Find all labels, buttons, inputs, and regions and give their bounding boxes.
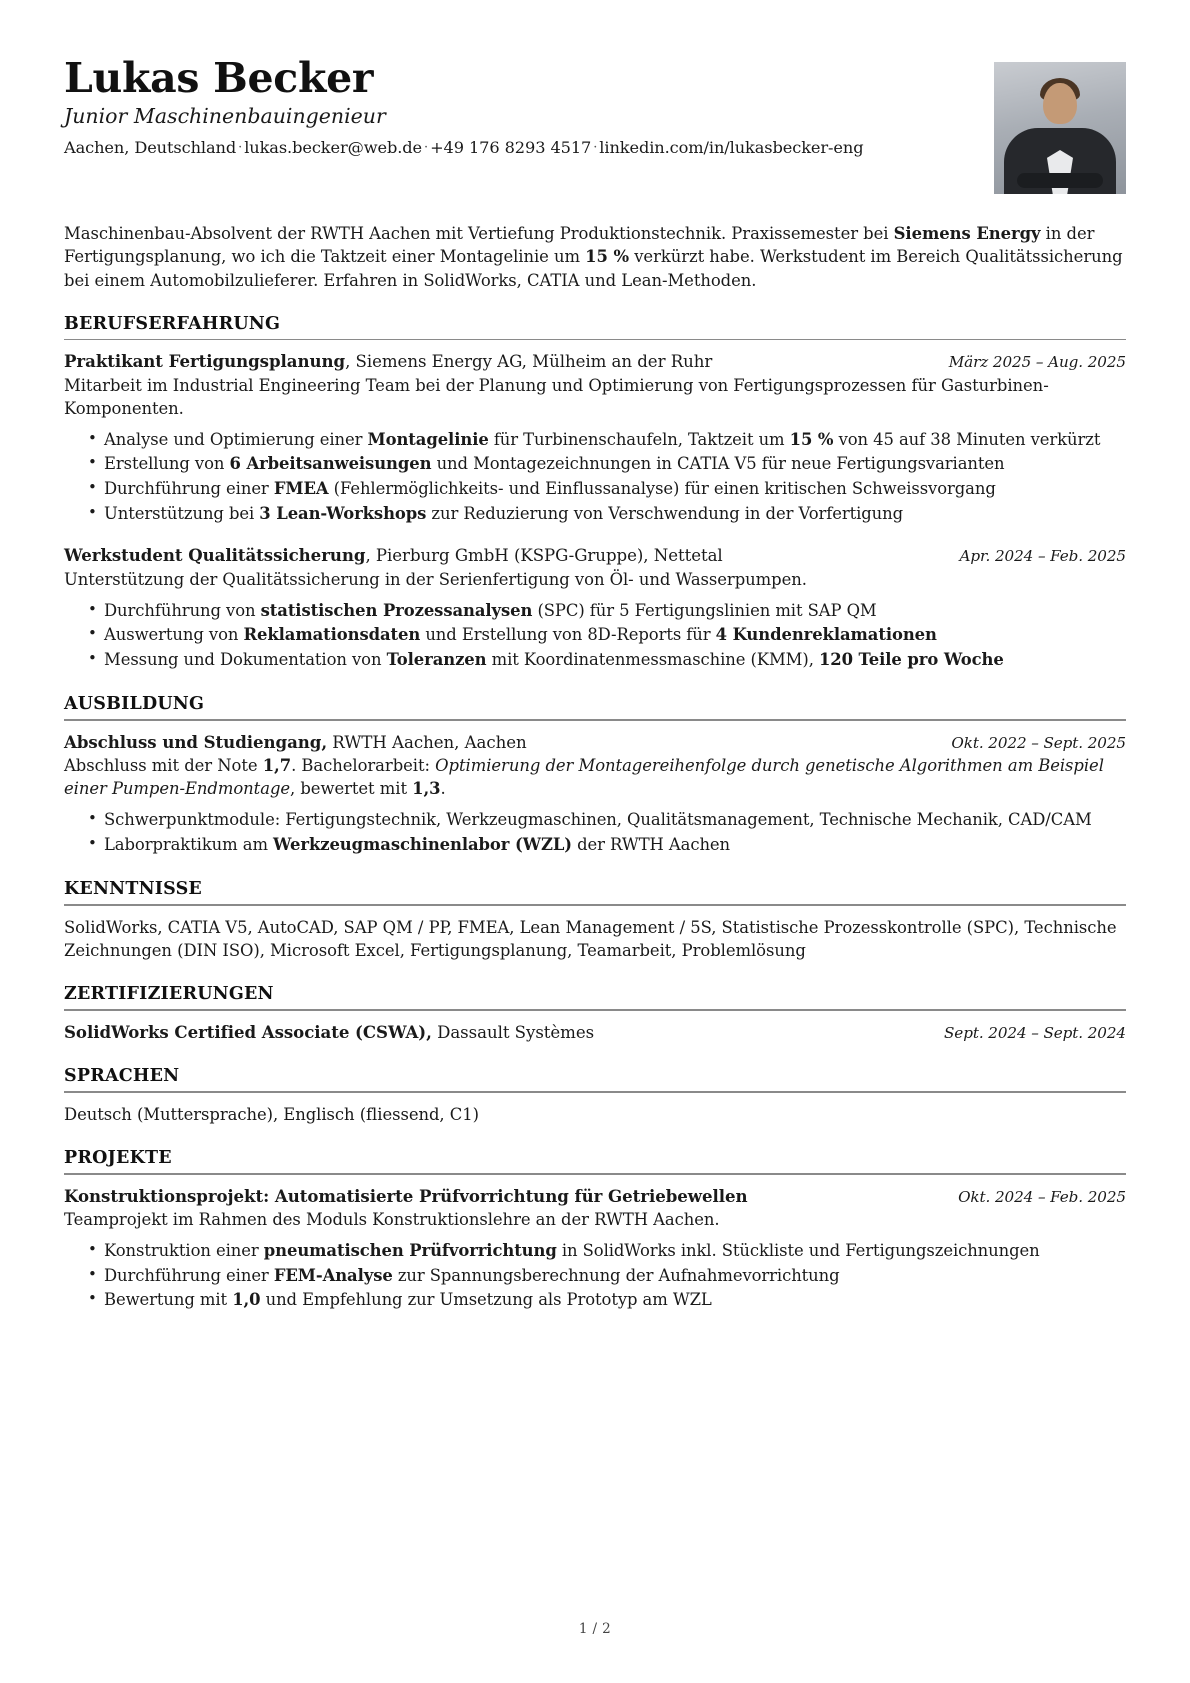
section-heading: KENNTNISSE [64, 879, 202, 900]
list-item: • Durchführung einer FMEA (Fehlermöglichkeits- und Einflussanalyse) für einen kritischen Schweissvorgang [88, 477, 1126, 502]
list-item: • Erstellung von 6 Arbeitsanweisungen und Montagezeichnungen in CATIA V5 für neue Fertigungsvarianten [88, 452, 1126, 477]
list-item: • Auswertung von Reklamationsdaten und Erstellung von 8D-Reports für 4 Kundenreklamationen [88, 623, 1126, 648]
contact-separator-icon: · [593, 139, 598, 155]
certification-issuer: Dassault Systèmes [431, 1022, 595, 1042]
certification-name: SolidWorks Certified Associate (CSWA), [64, 1021, 432, 1042]
skills-text: SolidWorks, CATIA V5, AutoCAD, SAP QM / PP, FMEA, Lean Management / 5S, Statistische Prozesskontrolle (SPC), Technische Zeichnungen (DIN ISO), Microsoft Excel, Fertigungsplanung, Teamarbeit, Problemlösung [64, 917, 1117, 961]
list-item: • Konstruktion einer pneumatischen Prüfvorrichtung in SolidWorks inkl. Stückliste und Fertigungszeichnungen [88, 1239, 1126, 1264]
entry-company: , Pierburg GmbH (KSPG-Gruppe), Nettetal [365, 546, 723, 566]
list-item: • Analyse und Optimierung einer Montagelinie für Turbinenschaufeln, Taktzeit um 15 % von 45 auf 38 Minuten verkürzt [88, 428, 1126, 453]
avatar [994, 62, 1126, 194]
section-certifications [64, 984, 1126, 1044]
job-subtitle: Junior Maschinenbauingenieur [64, 104, 386, 129]
entry-header [64, 1185, 1126, 1208]
entry-description: Teamprojekt im Rahmen des Moduls Konstruktionslehre an der RWTH Aachen. [64, 1210, 720, 1230]
project-name: Konstruktionsprojekt: Automatisierte Prüfvorrichtung für Getriebewellen [64, 1185, 748, 1206]
entry-header [64, 731, 1126, 754]
list-item: • Durchführung von statistischen Prozessanalysen (SPC) für 5 Fertigungslinien mit SAP QM [88, 599, 1126, 624]
avatar-arms [1017, 173, 1103, 188]
contact-separator-icon: · [424, 139, 429, 155]
section-education [64, 694, 1126, 857]
entry-role: Abschluss und Studiengang, [64, 731, 328, 752]
entry-header [64, 1021, 1126, 1044]
education-entry [64, 731, 1126, 858]
contact-location: Aachen, Deutschland [64, 137, 237, 157]
section-projects [64, 1148, 1126, 1313]
entry-date: Sept. 2024 – Sept. 2024 [944, 1023, 1126, 1042]
section-divider [64, 1091, 1126, 1093]
entry-description: Mitarbeit im Industrial Engineering Team bei der Planung und Optimierung von Fertigungsprozessen für Gasturbinen-Komponenten. [64, 375, 1049, 418]
summary-bold-1: Siemens Energy [893, 224, 1041, 243]
summary-text-2: in der Fertigungsplanung, wo ich die Taktzeit einer Montagelinie um [64, 224, 1095, 267]
section-divider [64, 904, 1126, 906]
list-item: • Schwerpunktmodule: Fertigungstechnik, Werkzeugmaschinen, Qualitätsmanagement, Technische Mechanik, CAD/CAM [88, 808, 1126, 833]
section-divider [64, 1173, 1126, 1175]
experience-entry [64, 544, 1126, 672]
entry-bullets [64, 599, 1126, 673]
section-skills [64, 879, 1126, 962]
entry-institution: RWTH Aachen, Aachen [327, 732, 527, 752]
entry-title [64, 350, 931, 373]
entry-date: März 2025 – Aug. 2025 [948, 353, 1126, 372]
entry-description: Unterstützung der Qualitätssicherung in der Serienfertigung von Öl- und Wasserpumpen. [64, 569, 807, 589]
page-footer: 1 / 2 [578, 1621, 612, 1637]
section-heading: PROJEKTE [64, 1148, 172, 1169]
entry-company: , Siemens Energy AG, Mülheim an der Ruhr [345, 352, 713, 372]
summary-bold-2: 15 % [585, 247, 630, 267]
resume-header [64, 56, 1126, 206]
contact-phone[interactable]: +49 176 8293 4517 [430, 137, 592, 157]
section-heading: AUSBILDUNG [64, 694, 205, 715]
entry-date: Okt. 2024 – Feb. 2025 [958, 1187, 1126, 1206]
project-entry [64, 1185, 1126, 1313]
section-languages [64, 1066, 1126, 1126]
entry-bullets [64, 1239, 1126, 1313]
thesis-title: Optimierung der Montagereihenfolge durch genetische Algorithmen am Beispiel einer Pumpen-Endmontage [64, 756, 1104, 799]
entry-title [64, 731, 933, 754]
contact-line [64, 136, 1126, 159]
list-item: • Durchführung einer FEM-Analyse zur Spannungsberechnung der Aufnahmevorrichtung [88, 1264, 1126, 1289]
entry-title [64, 544, 942, 567]
entry-date: Okt. 2022 – Sept. 2025 [951, 733, 1126, 752]
entry-bullets [64, 808, 1126, 857]
entry-description: Abschluss mit der Note 1,7. Bachelorarbeit: Optimierung der Montagereihenfolge durch genetische Algorithmen am Beispiel einer Pumpen-Endmontage, bewertet mit 1,3. [64, 756, 1104, 799]
entry-bullets [64, 428, 1126, 526]
entry-header [64, 544, 1126, 567]
section-divider [64, 339, 1126, 341]
contact-separator-icon: · [238, 139, 243, 155]
entry-role: Werkstudent Qualitätssicherung [64, 545, 366, 566]
list-item: • Messung und Dokumentation von Toleranzen mit Koordinatenmessmaschine (KMM), 120 Teile pro Woche [88, 648, 1126, 673]
section-heading: ZERTIFIZIERUNGEN [64, 984, 274, 1005]
contact-email[interactable]: lukas.becker@web.de [244, 137, 423, 157]
summary-text-1: Maschinenbau-Absolvent der RWTH Aachen mit Vertiefung Produktionstechnik. Praxissemester bei [64, 224, 894, 243]
list-item: • Unterstützung bei 3 Lean-Workshops zur Reduzierung von Verschwendung in der Vorfertigung [88, 502, 1126, 527]
page-title: Lukas Becker [64, 54, 374, 102]
languages-text: Deutsch (Muttersprache), Englisch (fliessend, C1) [64, 1104, 479, 1124]
experience-entry [64, 350, 1126, 526]
summary-paragraph [64, 222, 1126, 292]
avatar-head [1043, 83, 1077, 124]
entry-title [64, 1021, 926, 1044]
section-experience [64, 314, 1126, 672]
entry-title [64, 1185, 940, 1208]
summary-text-3: verkürzt habe. Werkstudent im Bereich Qualitätssicherung bei einem Automobilzulieferer. Erfahren in SolidWorks, CATIA und Lean-Methoden. [64, 247, 1123, 290]
section-heading: SPRACHEN [64, 1066, 180, 1087]
entry-date: Apr. 2024 – Feb. 2025 [959, 547, 1126, 566]
entry-header [64, 350, 1126, 373]
section-divider [64, 719, 1126, 721]
certification-entry [64, 1021, 1126, 1044]
contact-linkedin[interactable]: linkedin.com/in/lukasbecker-eng [599, 137, 864, 157]
section-heading: BERUFSERFAHRUNG [64, 313, 281, 334]
entry-role: Praktikant Fertigungsplanung [64, 351, 346, 372]
list-item: • Laborpraktikum am Werkzeugmaschinenlabor (WZL) der RWTH Aachen [88, 833, 1126, 858]
section-divider [64, 1009, 1126, 1011]
list-item: • Bewertung mit 1,0 und Empfehlung zur Umsetzung als Prototyp am WZL [88, 1288, 1126, 1313]
